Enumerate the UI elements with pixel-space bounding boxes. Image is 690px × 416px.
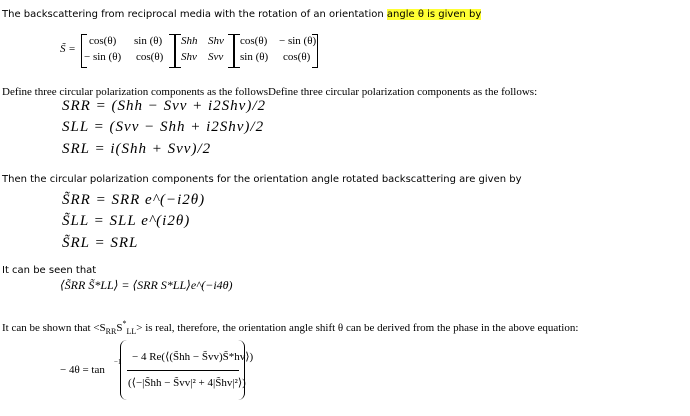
final-equation-lhs: − 4θ = tan bbox=[60, 364, 105, 376]
equation-rotated-srr: S̃RR = SRR e^(−i2θ) bbox=[62, 192, 206, 208]
equation-srr: SRR = (Shh − Svv + i2Shv)/2 bbox=[62, 98, 266, 114]
equation-rotated-sll: S̃LL = SLL e^(i2θ) bbox=[62, 213, 191, 229]
rotated-components-text: Then the circular polarization components for the orientation angle rotated backscattering are given by bbox=[2, 174, 522, 185]
shown-text-start: It can be shown that <S bbox=[2, 322, 106, 334]
intro-text bbox=[2, 9, 481, 20]
matrix3-cell: cos(θ) bbox=[240, 35, 268, 47]
intro-text-highlight: angle θ is given by bbox=[386, 9, 482, 20]
matrix3-cell: cos(θ) bbox=[283, 51, 311, 63]
fraction-bar bbox=[127, 370, 239, 371]
matrix2-cell: Shv bbox=[181, 51, 197, 63]
correlation-equation: ⟨S̃RR S̃*LL⟩ = ⟨SRR S*LL⟩e^(−i4θ) bbox=[60, 278, 233, 292]
shown-text-star: * bbox=[122, 319, 127, 328]
final-equation-left-paren bbox=[120, 340, 127, 400]
matrix2-cell: Svv bbox=[208, 51, 224, 63]
final-equation-denominator: (⟨−|S̃hh − S̃vv|² + 4|S̃hv|²⟩) bbox=[128, 377, 246, 389]
intro-text-start: The backscattering from reciprocal media with the rotation of an orientation bbox=[2, 9, 387, 20]
matrix2-cell: Shv bbox=[208, 35, 224, 47]
shown-text bbox=[2, 319, 579, 336]
rotation-equation bbox=[60, 32, 320, 72]
final-equation-exponent: −1 bbox=[114, 358, 122, 366]
matrix3-cell: − sin (θ) bbox=[279, 35, 317, 47]
shown-text-rr: RR bbox=[105, 327, 117, 336]
matrix3-right-bracket bbox=[312, 34, 318, 68]
final-equation-numerator: − 4 Re(⟨(S̃hh − S̃vv)S̃*hv⟩) bbox=[132, 351, 254, 363]
definition-text: Define three circular polarization components as the followsDefine three circular polarization components as the follows: bbox=[2, 86, 538, 98]
shown-text-end: > is real, therefore, the orientation angle shift θ can be derived from the phase in the above equation: bbox=[136, 322, 579, 334]
matrix1-cell: cos(θ) bbox=[136, 51, 164, 63]
matrix3-cell: sin (θ) bbox=[240, 51, 269, 63]
matrix1-cell: − sin (θ) bbox=[84, 51, 122, 63]
final-equation-right-paren bbox=[238, 340, 245, 400]
shown-text-s: S bbox=[116, 322, 123, 334]
rotation-equation-lhs: S̃ = bbox=[60, 43, 76, 55]
shown-text-ll: LL bbox=[126, 327, 137, 336]
equation-srl: SRL = i(Shh + Svv)/2 bbox=[62, 141, 212, 157]
matrix1-cell: cos(θ) bbox=[89, 35, 117, 47]
final-equation bbox=[60, 340, 254, 402]
equation-rotated-srl: S̃RL = SRL bbox=[62, 235, 139, 251]
equation-sll: SLL = (Svv − Shh + i2Shv)/2 bbox=[62, 119, 265, 135]
seen-text: It can be seen that bbox=[2, 265, 97, 276]
matrix2-cell: Shh bbox=[181, 35, 198, 47]
matrix1-cell: sin (θ) bbox=[134, 35, 163, 47]
